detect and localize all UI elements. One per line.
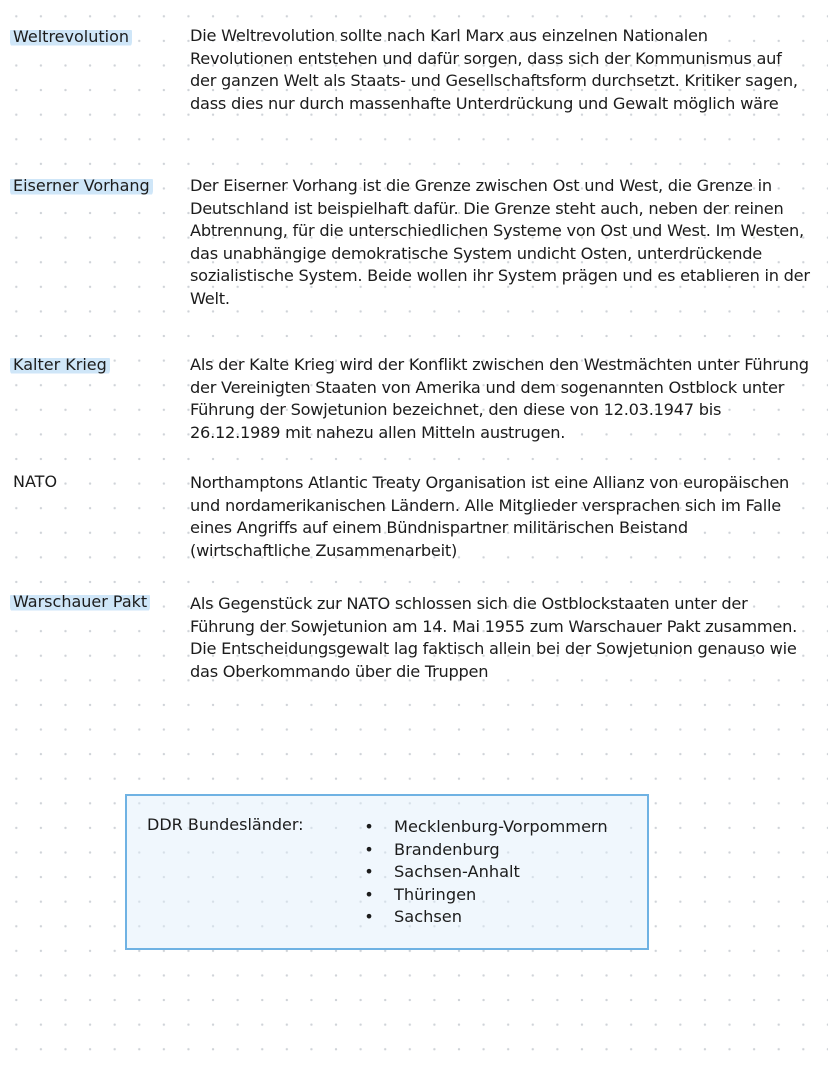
definition-nato [190, 472, 810, 562]
bullet-icon: • [364, 839, 374, 859]
definition-paragraph: Als der Kalte Krieg wird der Konflikt zwischen den Westmächten unter Führung der Vereinigten Staaten von Amerika und dem sogenannten Ostblock unter Führung der Sowjetunion bezeichnet, den diese von 12.03.1947 bis 26.12.1989 mit nahezu allen Mitteln austrugen. [190, 355, 809, 442]
term-weltrevolution: Weltrevolution [10, 26, 132, 48]
definition-kalter-krieg [190, 354, 810, 444]
ddr-bundeslaender-box [125, 794, 649, 950]
list-item-label: Thüringen [394, 884, 477, 904]
list-item [364, 884, 608, 907]
bullet-icon: • [364, 862, 374, 882]
term-kalter-krieg: Kalter Krieg [10, 354, 110, 376]
list-item-label: Mecklenburg-Vorpommern [394, 817, 608, 836]
term-eiserner-vorhang: Eiserner Vorhang [10, 175, 153, 197]
bundeslaender-list [364, 816, 608, 929]
list-item [364, 861, 608, 884]
bullet-icon: • [364, 817, 374, 836]
definition-warschauer-pakt [190, 593, 810, 683]
term-warschauer-pakt: Warschauer Pakt [10, 591, 150, 613]
definition-eiserner-vorhang [190, 175, 810, 311]
list-item [364, 816, 608, 839]
definition-paragraph: Die Entscheidungsgewalt lag faktisch allein bei der Sowjetunion genauso wie das Oberkommando über die Truppen [190, 639, 797, 681]
bullet-icon: • [364, 884, 374, 904]
term-nato: NATO [13, 472, 58, 491]
list-item-label: Brandenburg [394, 839, 500, 859]
bullet-icon: • [364, 907, 374, 927]
definition-paragraph: Die Weltrevolution sollte nach Karl Marx aus einzelnen Nationalen Revolutionen entstehen und dafür sorgen, dass sich der Kommunismus auf der ganzen Welt als Staats- und Gesellschaftsform durchsetzt. Kritiker sagen, dass dies nur durch massenhafte Unterdrückung und Gewalt möglich wäre [190, 26, 798, 113]
definition-paragraph: Als Gegenstück zur NATO schlossen sich die Ostblockstaaten unter der Führung der Sowjetunion am 14. Mai 1955 zum Warschauer Pakt zusammen. [190, 594, 798, 636]
definition-paragraph: Der Eiserner Vorhang ist die Grenze zwischen Ost und West, die Grenze in Deutschland ist beispielhaft dafür. Die Grenze steht auch, neben der reinen Abtrennung, für die unterschiedlichen Systeme von Ost und West. Im Westen, das unabhängige demokratische System undicht Osten, unterdrückende sozialistische System. Beide wollen ihr System prägen und es etablieren in der Welt. [190, 176, 810, 308]
definition-weltrevolution [190, 25, 810, 115]
box-label: DDR Bundesländer: [147, 815, 304, 834]
definition-paragraph: Northamptons Atlantic Treaty Organisation ist eine Allianz von europäischen und nordamerikanischen Ländern. Alle Mitglieder versprachen sich im Falle eines Angriffs auf einem Bündnispartner militärischen Beistand (wirtschaftliche Zusammenarbeit) [190, 473, 790, 560]
list-item [364, 906, 608, 929]
list-item [364, 839, 608, 862]
list-item-label: Sachsen-Anhalt [394, 862, 520, 882]
list-item-label: Sachsen [394, 907, 463, 927]
